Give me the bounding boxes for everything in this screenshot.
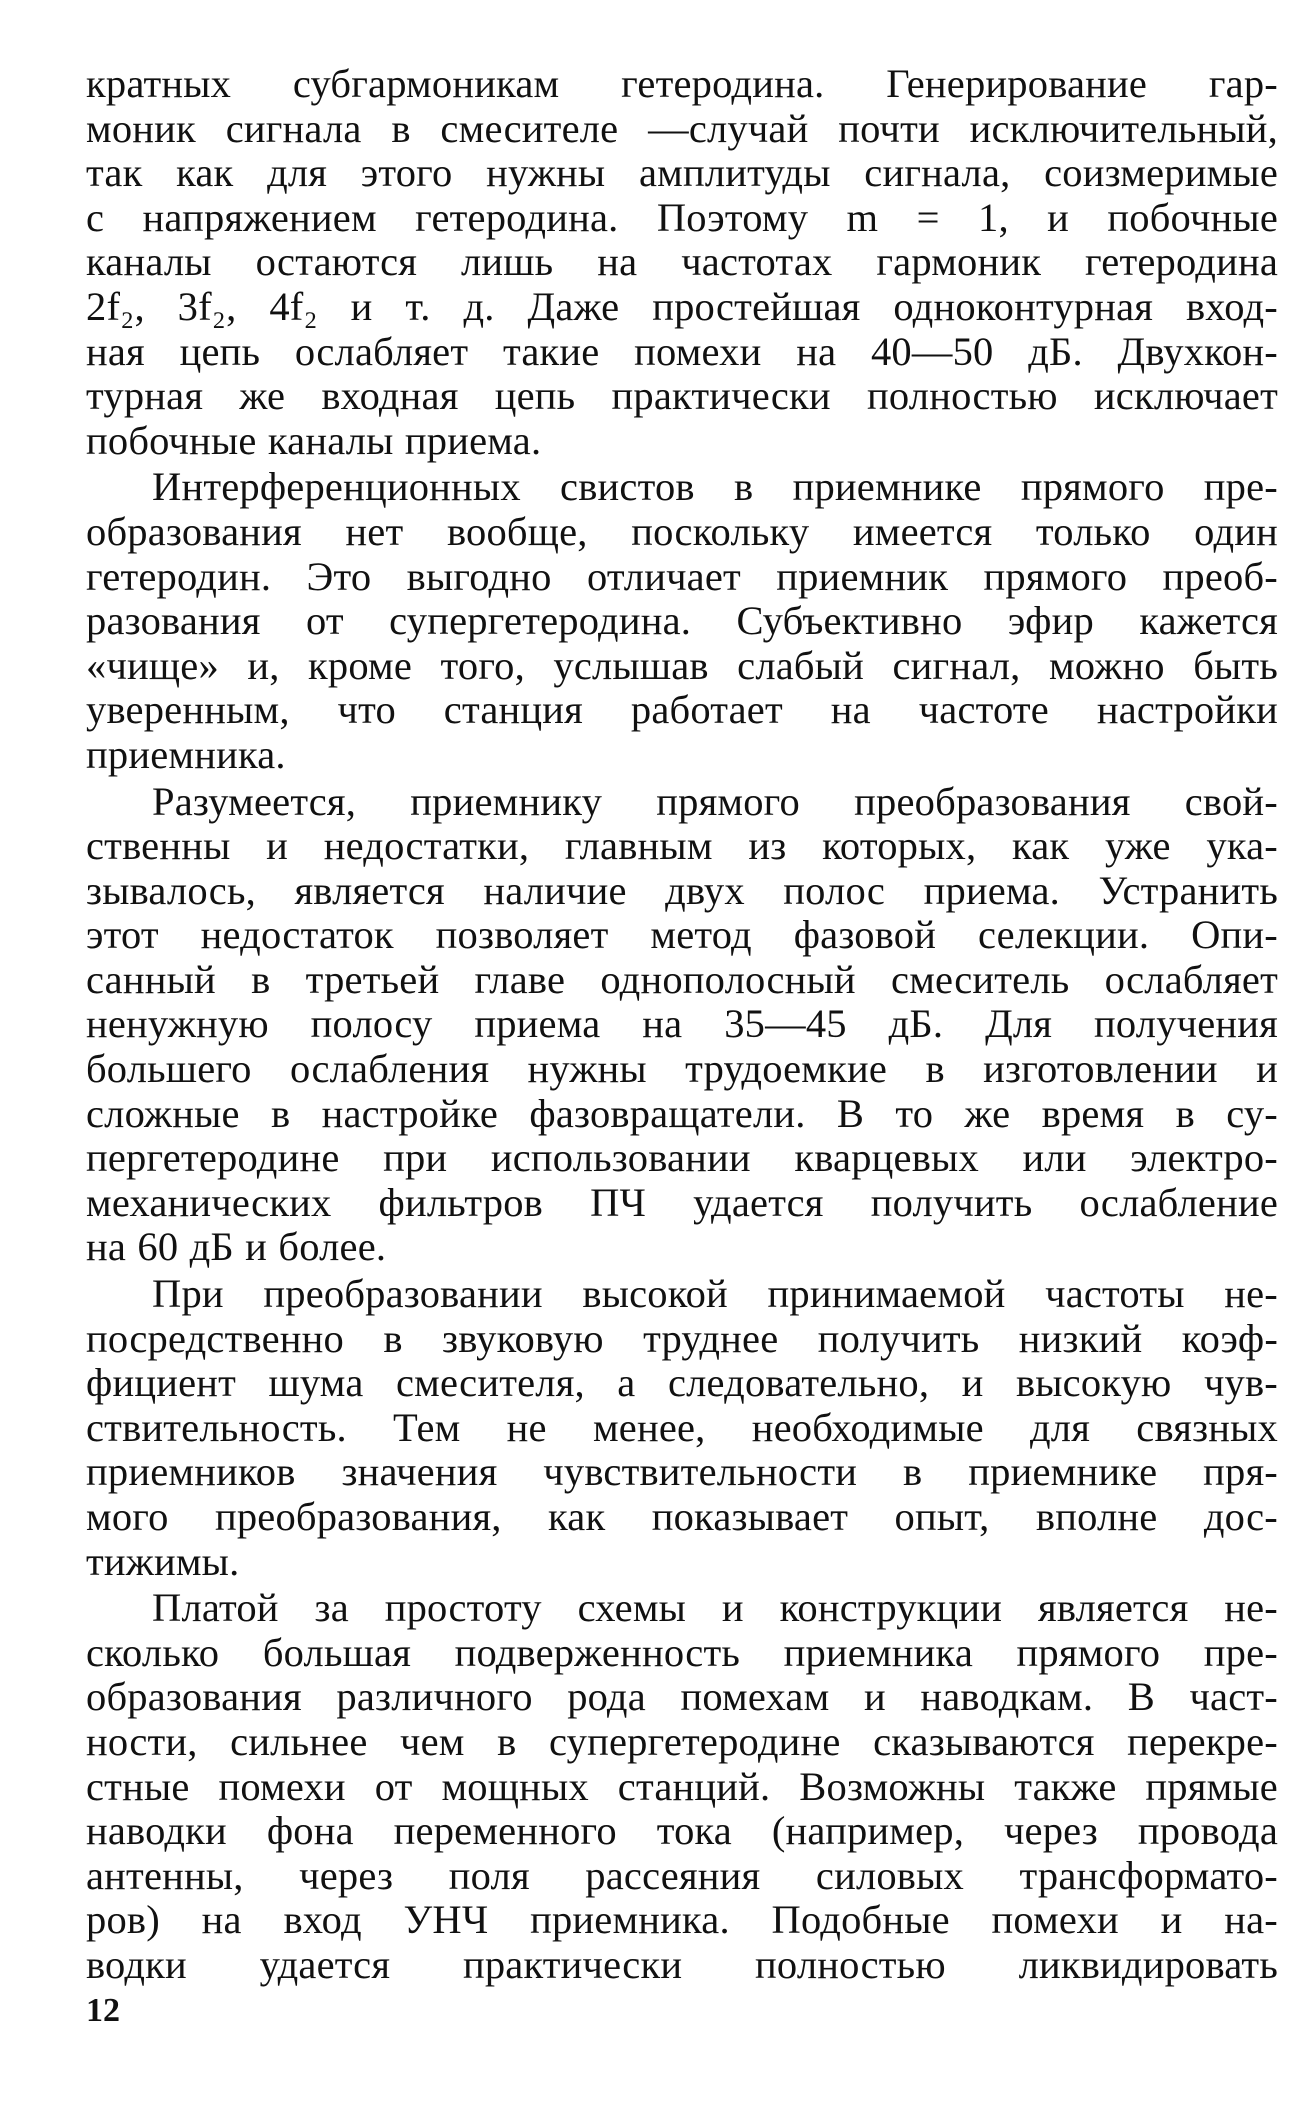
text-line: ности, сильнее чем в супергетеродине сказываются перекре- <box>86 1718 1278 1764</box>
text-line: с напряжением гетеродина. Поэтому m = 1, и побочные <box>86 194 1278 240</box>
text-line: Разумеется, приемнику прямого преобразования свой- <box>152 778 1278 824</box>
text-line: стные помехи от мощных станций. Возможны также прямые <box>86 1763 1278 1809</box>
text-line: ственны и недостатки, главным из которых, как уже ука- <box>86 823 1278 869</box>
text-line: сложные в настройке фазовращатели. В то же время в су- <box>86 1090 1278 1136</box>
text-line: «чище» и, кроме того, услышав слабый сигнал, можно быть <box>86 642 1278 688</box>
text-line: ствительность. Тем не менее, необходимые для связных <box>86 1404 1278 1450</box>
page-number: 12 <box>86 1992 120 2029</box>
text-line: образования нет вообще, поскольку имеется только один <box>86 508 1278 554</box>
text-line: этот недостаток позволяет метод фазовой селекции. Опи- <box>86 912 1278 958</box>
text-line: санный в третьей главе однополосный смеситель ослабляет <box>86 956 1278 1002</box>
text-line: мого преобразования, как показывает опыт, вполне дос- <box>86 1494 1278 1539</box>
text-line: кратных субгармоникам гетеродина. Генерирование гар- <box>86 61 1278 106</box>
text-line: разования от супергетеродина. Субъективно эфир кажется <box>86 598 1278 644</box>
text-line: тижимы. <box>86 1538 240 1584</box>
text-line: антенны, через поля рассеяния силовых трансформато- <box>86 1852 1278 1898</box>
paragraph-4 <box>86 1272 1278 1584</box>
text-line: приемника. <box>86 731 286 777</box>
text-line: образования различного рода помехам и наводкам. В част- <box>86 1674 1278 1720</box>
text-line: механических фильтров ПЧ удается получить ослабление <box>86 1179 1278 1225</box>
text-line: уверенным, что станция работает на частоте настройки <box>86 687 1278 733</box>
text-line: приемников значения чувствительности в приемнике пря- <box>86 1449 1278 1495</box>
text-line: моник сигнала в смесителе —случай почти исключительный, <box>86 105 1278 151</box>
text-line: ная цепь ослабляет такие помехи на 40—50 дБ. Двухкон- <box>86 328 1278 374</box>
text-line: Интерференционных свистов в приемнике прямого пре- <box>152 464 1278 510</box>
text-line: гетеродин. Это выгодно отличает приемник прямого преоб- <box>86 553 1278 599</box>
text-line: посредственно в звуковую труднее получить низкий коэф- <box>86 1315 1278 1361</box>
text-line: При преобразовании высокой принимаемой частоты не- <box>152 1271 1278 1317</box>
text-line: большего ослабления нужны трудоемкие в изготовлении и <box>86 1046 1278 1092</box>
text-line: ненужную полосу приема на 35—45 дБ. Для получения <box>86 1001 1278 1047</box>
text-line: наводки фона переменного тока (например, через провода <box>86 1808 1278 1854</box>
text-line: фициент шума смесителя, а следовательно, и высокую чув- <box>86 1360 1278 1406</box>
text-line: на 60 дБ и более. <box>86 1224 387 1270</box>
paragraph-2 <box>86 465 1278 777</box>
text-line: сколько большая подверженность приемника прямого пре- <box>86 1629 1278 1675</box>
text-line: побочные каналы приема. <box>86 417 542 463</box>
text-line: пергетеродине при использовании кварцевых или электро- <box>86 1135 1278 1181</box>
paragraph-1 <box>86 62 1278 463</box>
text-line: турная же входная цепь практически полностью исключает <box>86 373 1278 419</box>
text-line: зывалось, является наличие двух полос приема. Устранить <box>86 867 1278 913</box>
page-body <box>86 62 1278 1988</box>
text-line: 2f₂, 3f₂, 4f₂ и т. д. Даже простейшая одноконтурная вход- <box>86 283 1278 329</box>
text-line: каналы остаются лишь на частотах гармоник гетеродина <box>86 239 1278 285</box>
text-line: Платой за простоту схемы и конструкции является не- <box>152 1585 1278 1631</box>
text-line: ров) на вход УНЧ приемника. Подобные помехи и на- <box>86 1897 1278 1943</box>
text-line: водки удается практически полностью ликвидировать <box>86 1941 1278 1987</box>
paragraph-3 <box>86 780 1278 1271</box>
paragraph-5 <box>86 1586 1278 1987</box>
text-line: так как для этого нужны амплитуды сигнала, соизмеримые <box>86 150 1278 196</box>
